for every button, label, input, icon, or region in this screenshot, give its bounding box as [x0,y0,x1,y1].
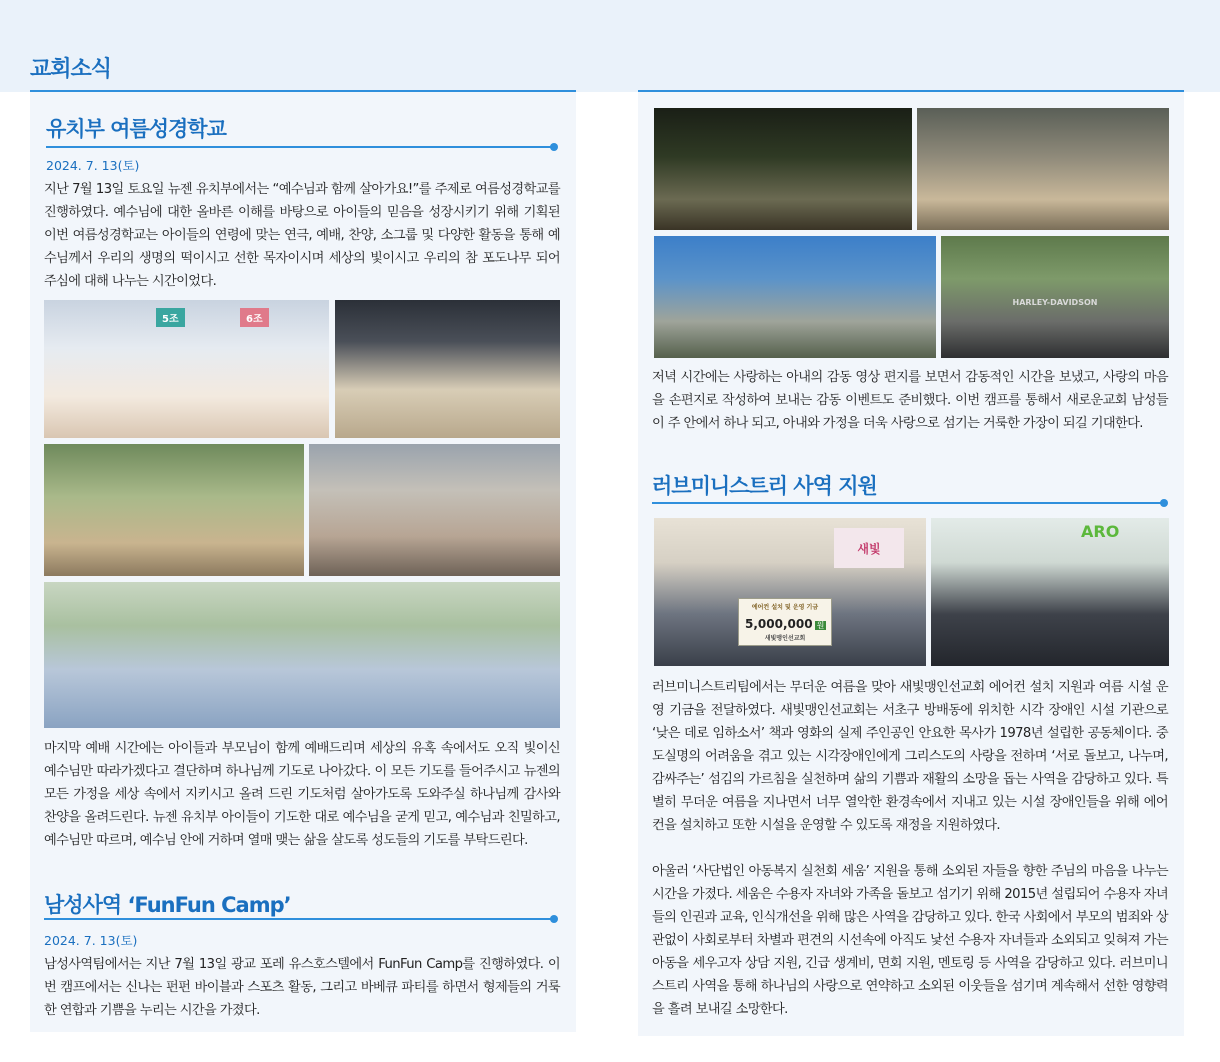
group-tag: 6조 [240,308,269,327]
article-title-vbs: 유치부 여름성경학교 [46,117,226,141]
photo-seum-visit [931,518,1169,666]
group-tag: 5조 [156,308,185,327]
article-paragraph: 지난 7월 13일 토요일 뉴젠 유치부에서는 “예수님과 함께 살아가요!”를 주제로 여름성경학교를 진행하였다. 예수님에 대한 올바른 이해를 바탕으로 아이들의 믿음을 성장시키기 위해 기획된 이번 여름성경학교는 아이들의 연령에 맞는 연극, 예배, 찬양, 소그룹 및 다양한 활동을 통해 예수님께서 우리의 생명의 떡이시고 선한 목자이시며 세상의 빛이시고 우리의 참 포도나무 되어 주심에 대해 나누는 시간이었다. [44,182,560,289]
article-date: 2024. 7. 13(토) [44,933,138,948]
section-title: 교회소식 [30,57,112,82]
photo-drama-performers [335,300,560,438]
top-band [0,0,1220,92]
photo-outdoor-men [941,236,1169,358]
check-unit: 원 [816,621,825,630]
check-org: 새빛맹인선교회 [764,635,806,642]
article-paragraph: 아울러 ‘사단법인 아동복지 실천회 세움’ 지원을 통해 소외된 자들을 향한 주님의 마음을 나누는 시간을 가졌다. 세움은 수용자 자녀와 가족을 돌보고 섬기기 위해 2015년 설립되어 수용자 자녀들의 인권과 교육, 인식개선을 위해 많은 사역을 감당하고 있다. 한국 사회에서 부모의 범죄와 상관없이 사회로부터 차별과 편견의 시선속에 아직도 낯선 수용자 자녀들과 소외되고 잊혀져 가는 아동을 세우고자 상담 지원, 긴급 생계비, 면회 지원, 멘토링 등 사역을 감당하고 있다. 러브미니스트리 사역을 통해 하나님의 사랑으로 연약하고 소외된 이웃들을 섬기며 계속해서 선한 영향력을 흘려 보내길 소망한다. [652,864,1168,1017]
article-paragraph: 남성사역팀에서는 지난 7월 13일 광교 포레 유스호스텔에서 FunFun Camp를 진행하였다. 이번 캠프에서는 신나는 펀펀 바이블과 스포츠 활동, 그리고 바베큐 파티를 하면서 형제들의 거룩한 연합과 기쁨을 누리는 시간을 가졌다. [44,957,560,1018]
article-paragraph: 저녁 시간에는 사랑하는 아내의 감동 영상 편지를 보면서 감동적인 시간을 보냈고, 사랑의 마음을 손편지로 작성하여 보내는 감동 이벤트도 준비했다. 이번 캠프를 통해서 새로운교회 남성들이 주 안에서 하나 되고, 아내와 가정을 더욱 사랑으로 섬기는 거룩한 가장이 되길 기대한다. [652,370,1168,431]
photo-evening-screening [654,108,912,230]
article-date: 2024. 7. 13(토) [46,158,140,173]
article-paragraph: 러브미니스트리팀에서는 무더운 여름을 맞아 새빛맹인선교회 에어컨 설치 지원과 여름 시설 운영 기금을 전달하였다. 새빛맹인선교회는 서초구 방배동에 위치한 시각 장애인 시설 기관으로 ‘낮은 데로 임하소서’ 책과 영화의 실제 주인공인 안요한 목사가 1978년 설립한 공동체이다. 중도실명의 어려움을 겪고 있는 시각장애인에게 그리스도의 사랑을 전하며 ‘서로 돌보고, 나누며, 감싸주는’ 섬김의 가르침을 실천하며 삶의 기쁨과 재활의 소망을 돕는 사역을 감당하고 있다. 특별히 무더운 여름을 지나면서 너무 열악한 환경속에서 지내고 있는 시설 장애인들을 위해 에어컨을 설치하고 또한 시설을 운영할 수 있도록 재정을 지원하였다. [652,680,1168,833]
title-rule [652,502,1164,504]
photo-laughing-men [654,236,936,358]
article-title-love-ministry: 러브미니스트리 사역 지원 [652,474,877,498]
wall-sign: 새빛 [857,542,881,556]
photo-group [44,582,560,728]
shirt-print: HARLEY-DAVIDSON [1012,298,1098,307]
photo-craft-activity [917,108,1169,230]
article-paragraph: 마지막 예배 시간에는 아이들과 부모님이 함께 예배드리며 세상의 유혹 속에서도 오직 빛이신 예수님만 따라가겠다고 결단하며 하나님께 기도로 나아갔다. 이 모든 기도를 들어주시고 뉴젠의 모든 가정을 세상 속에서 지키시고 올려 드린 기도처럼 살아가도록 도와주실 하나님께 감사와 찬양을 올려드린다. 뉴젠 유치부 아이들이 기도한 대로 예수님을 굳게 믿고, 예수님과 친밀하고, 예수님만 따르며, 예수님 안에 거하며 열매 맺는 삶을 살도록 성도들의 기도를 부탁드린다. [44,741,560,848]
title-rule [46,146,554,148]
check-amount: 5,000,000 [745,617,813,631]
photo-stage-play [44,444,304,576]
donation-check [738,598,832,646]
wall-logo: ARO [1081,522,1120,541]
photo-children-seated [44,300,329,438]
photo-audience [309,444,560,576]
article-title-funfun-camp: 남성사역 ‘FunFun Camp’ [44,893,291,917]
title-rule [44,918,554,920]
photo-donation-check [654,518,926,666]
check-label: 에어컨 설치 및 운영 기금 [751,604,819,611]
